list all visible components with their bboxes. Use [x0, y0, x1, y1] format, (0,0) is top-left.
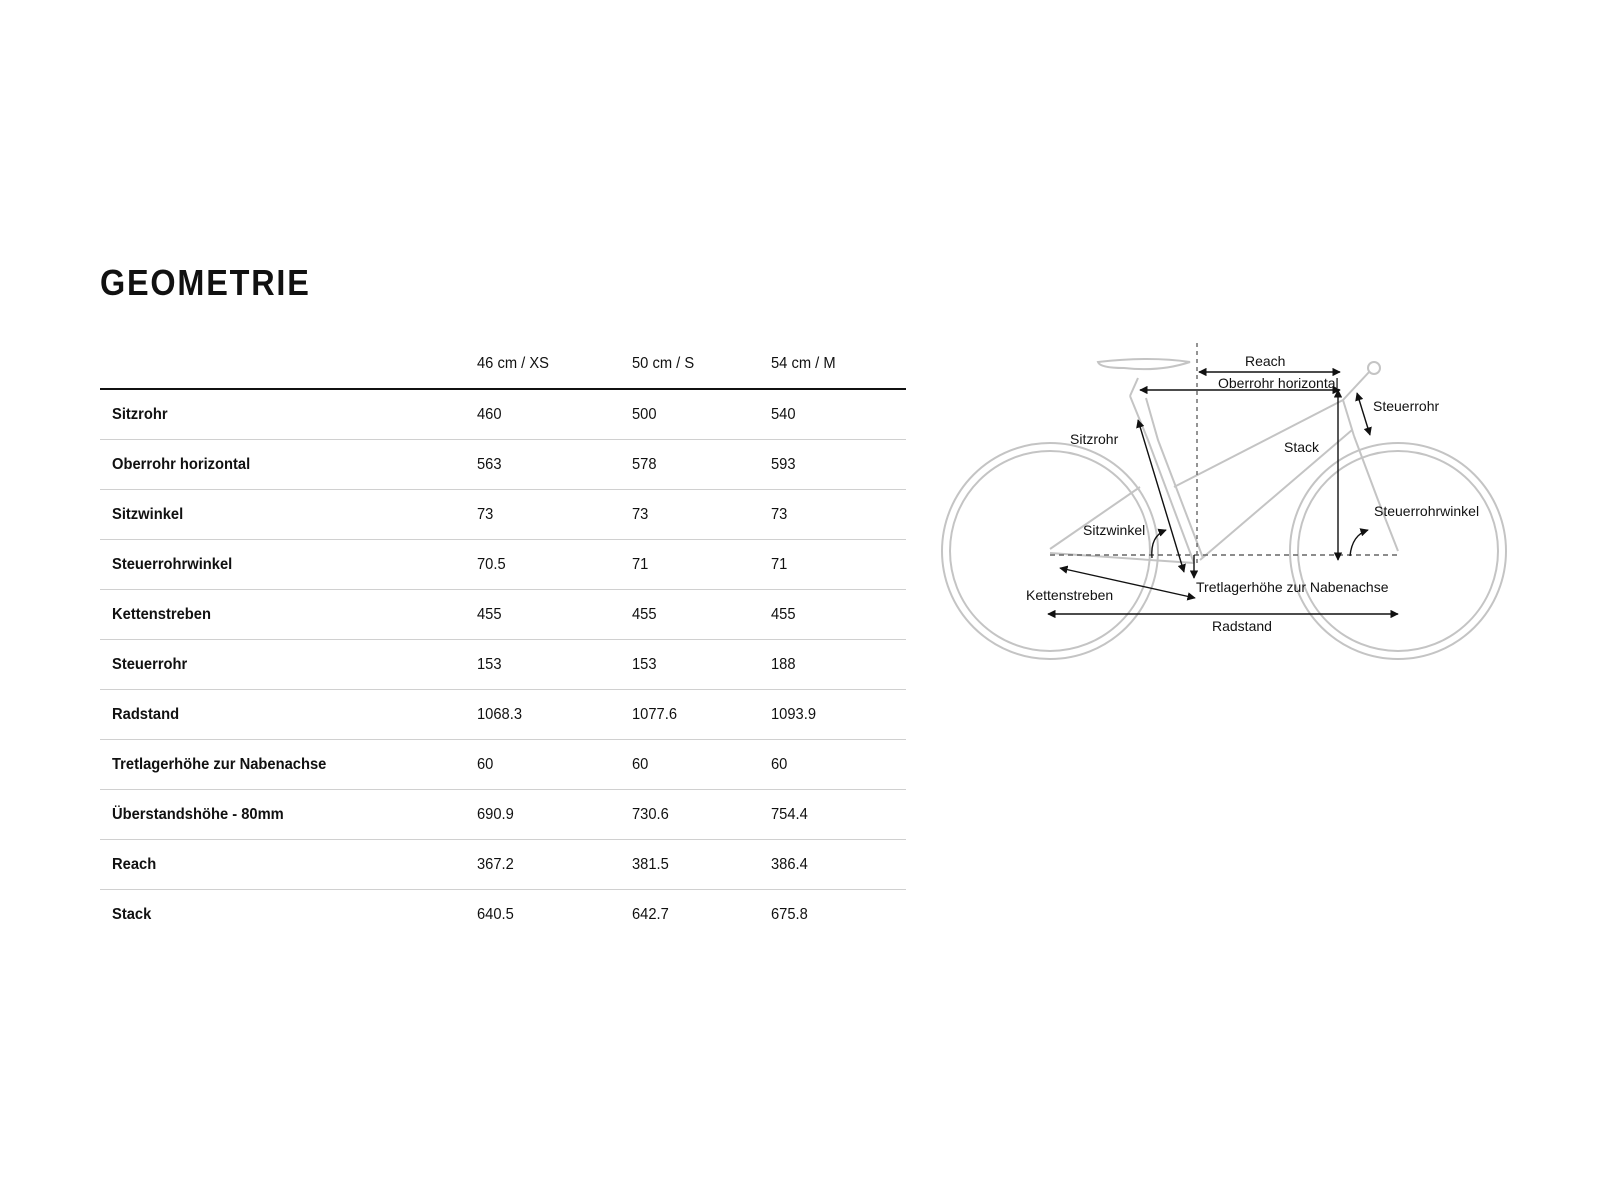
row-label — [100, 856, 477, 874]
value-cell — [477, 706, 632, 724]
value-cell — [632, 906, 771, 924]
row-label-text: Steuerrohrwinkel — [112, 555, 233, 573]
value-text: 690.9 — [477, 805, 514, 823]
value-text: 455 — [771, 605, 796, 623]
down-tube — [1200, 430, 1352, 560]
value-cell — [477, 406, 632, 424]
value-text: 60 — [632, 755, 649, 773]
row-label — [100, 756, 477, 774]
stem — [1343, 371, 1370, 400]
value-cell — [477, 606, 632, 624]
label-reach: Reach — [1245, 353, 1286, 369]
value-text: 71 — [632, 555, 649, 573]
value-cell — [771, 406, 906, 424]
table-row — [100, 440, 906, 490]
seat-tube-outline — [1146, 398, 1203, 558]
head-tube-arrow — [1357, 393, 1370, 435]
label-top-tube: Oberrohr horizontal — [1218, 375, 1339, 391]
head-tube — [1343, 400, 1354, 436]
value-cell — [632, 806, 771, 824]
value-text: 386.4 — [771, 855, 808, 873]
value-text: 593 — [771, 455, 796, 473]
value-cell — [771, 556, 906, 574]
value-cell — [477, 906, 632, 924]
value-text: 73 — [477, 505, 494, 523]
table-header — [100, 340, 906, 390]
rear-rim — [950, 451, 1150, 651]
value-cell — [771, 756, 906, 774]
value-text: 540 — [771, 405, 796, 423]
row-label-text: Stack — [112, 906, 152, 923]
value-text: 367.2 — [477, 855, 514, 873]
label-stack: Stack — [1284, 439, 1320, 455]
value-cell — [771, 656, 906, 674]
value-cell — [477, 456, 632, 474]
row-label-text: Oberrohr horizontal — [112, 455, 251, 473]
value-text: 563 — [477, 455, 502, 473]
seatpost — [1130, 378, 1138, 396]
row-label-text: Sitzrohr — [112, 405, 168, 423]
value-cell — [477, 506, 632, 524]
header-size-xs-text: 46 cm / XS — [477, 355, 549, 372]
value-cell — [477, 756, 632, 774]
handlebar — [1368, 362, 1380, 374]
value-cell — [477, 856, 632, 874]
value-text: 188 — [771, 655, 796, 673]
value-cell — [632, 456, 771, 474]
table-row — [100, 490, 906, 540]
value-cell — [632, 506, 771, 524]
table-row — [100, 890, 906, 940]
table-row — [100, 640, 906, 690]
value-cell — [771, 906, 906, 924]
value-text: 730.6 — [632, 805, 669, 823]
table-row — [100, 690, 906, 740]
table-row — [100, 840, 906, 890]
header-size-s — [632, 355, 771, 373]
geometry-table — [100, 340, 906, 940]
bike-geometry-diagram — [940, 335, 1560, 665]
value-text: 675.8 — [771, 906, 808, 923]
value-text: 1077.6 — [632, 705, 678, 723]
value-text: 71 — [771, 555, 788, 573]
header-size-xs — [477, 355, 632, 373]
value-text: 1093.9 — [771, 705, 817, 723]
header-size-m-text: 54 cm / M — [771, 355, 836, 372]
label-head-tube: Steuerrohr — [1373, 398, 1440, 414]
value-text: 578 — [632, 455, 657, 473]
table-row — [100, 790, 906, 840]
row-label — [100, 706, 477, 724]
value-text: 640.5 — [477, 906, 514, 923]
value-cell — [771, 706, 906, 724]
value-text: 153 — [477, 655, 502, 673]
row-label — [100, 456, 477, 474]
table-row — [100, 540, 906, 590]
value-text: 460 — [477, 405, 502, 423]
header-size-s-text: 50 cm / S — [632, 355, 695, 372]
value-text: 73 — [632, 505, 649, 523]
value-text: 73 — [771, 505, 788, 523]
value-cell — [632, 756, 771, 774]
row-label — [100, 556, 477, 574]
value-cell — [632, 556, 771, 574]
value-cell — [477, 556, 632, 574]
row-label — [100, 406, 477, 424]
label-wheelbase: Radstand — [1212, 618, 1272, 634]
value-cell — [632, 856, 771, 874]
value-text: 754.4 — [771, 805, 808, 823]
row-label-text: Tretlagerhöhe zur Nabenachse — [112, 755, 327, 773]
label-seat-tube: Sitzrohr — [1070, 431, 1119, 447]
value-cell — [477, 806, 632, 824]
saddle — [1098, 359, 1190, 369]
value-text: 70.5 — [477, 555, 506, 573]
row-label-text: Radstand — [112, 705, 180, 723]
value-cell — [771, 856, 906, 874]
value-text: 455 — [477, 605, 502, 623]
value-cell — [632, 656, 771, 674]
row-label-text: Reach — [112, 855, 157, 873]
value-text: 381.5 — [632, 855, 669, 873]
value-cell — [632, 406, 771, 424]
value-text: 60 — [771, 755, 788, 773]
value-text: 500 — [632, 405, 657, 423]
row-label — [100, 606, 477, 624]
row-label — [100, 506, 477, 524]
label-head-angle: Steuerrohrwinkel — [1374, 503, 1480, 519]
value-text: 153 — [632, 655, 657, 673]
value-text: 60 — [477, 755, 494, 773]
label-chainstay: Kettenstreben — [1026, 587, 1114, 603]
diagram-labels — [1026, 353, 1479, 634]
seatstay-tube — [1050, 487, 1140, 549]
row-label — [100, 906, 477, 924]
value-cell — [632, 606, 771, 624]
row-label — [100, 806, 477, 824]
value-cell — [771, 456, 906, 474]
row-label-text: Sitzwinkel — [112, 505, 184, 523]
header-size-m — [771, 355, 906, 373]
label-bb-drop: Tretlagerhöhe zur Nabenachse — [1196, 579, 1389, 595]
value-cell — [477, 656, 632, 674]
label-seat-angle: Sitzwinkel — [1083, 522, 1146, 538]
row-label-text: Kettenstreben — [112, 605, 211, 623]
row-label-text: Steuerrohr — [112, 655, 188, 673]
table-row — [100, 590, 906, 640]
value-cell — [632, 706, 771, 724]
value-text: 1068.3 — [477, 705, 523, 723]
head-angle-arc — [1350, 530, 1368, 556]
row-label-text: Überstandshöhe - 80mm — [112, 805, 284, 823]
value-cell — [771, 506, 906, 524]
value-text: 455 — [632, 605, 657, 623]
table-row — [100, 390, 906, 440]
rear-wheel — [942, 443, 1158, 659]
seat-tube-arrow — [1138, 420, 1184, 572]
table-body — [100, 390, 906, 940]
row-label — [100, 656, 477, 674]
value-cell — [771, 606, 906, 624]
table-row — [100, 740, 906, 790]
value-cell — [771, 806, 906, 824]
value-text: 642.7 — [632, 906, 669, 923]
page-title: GEOMETRIE — [100, 262, 311, 303]
